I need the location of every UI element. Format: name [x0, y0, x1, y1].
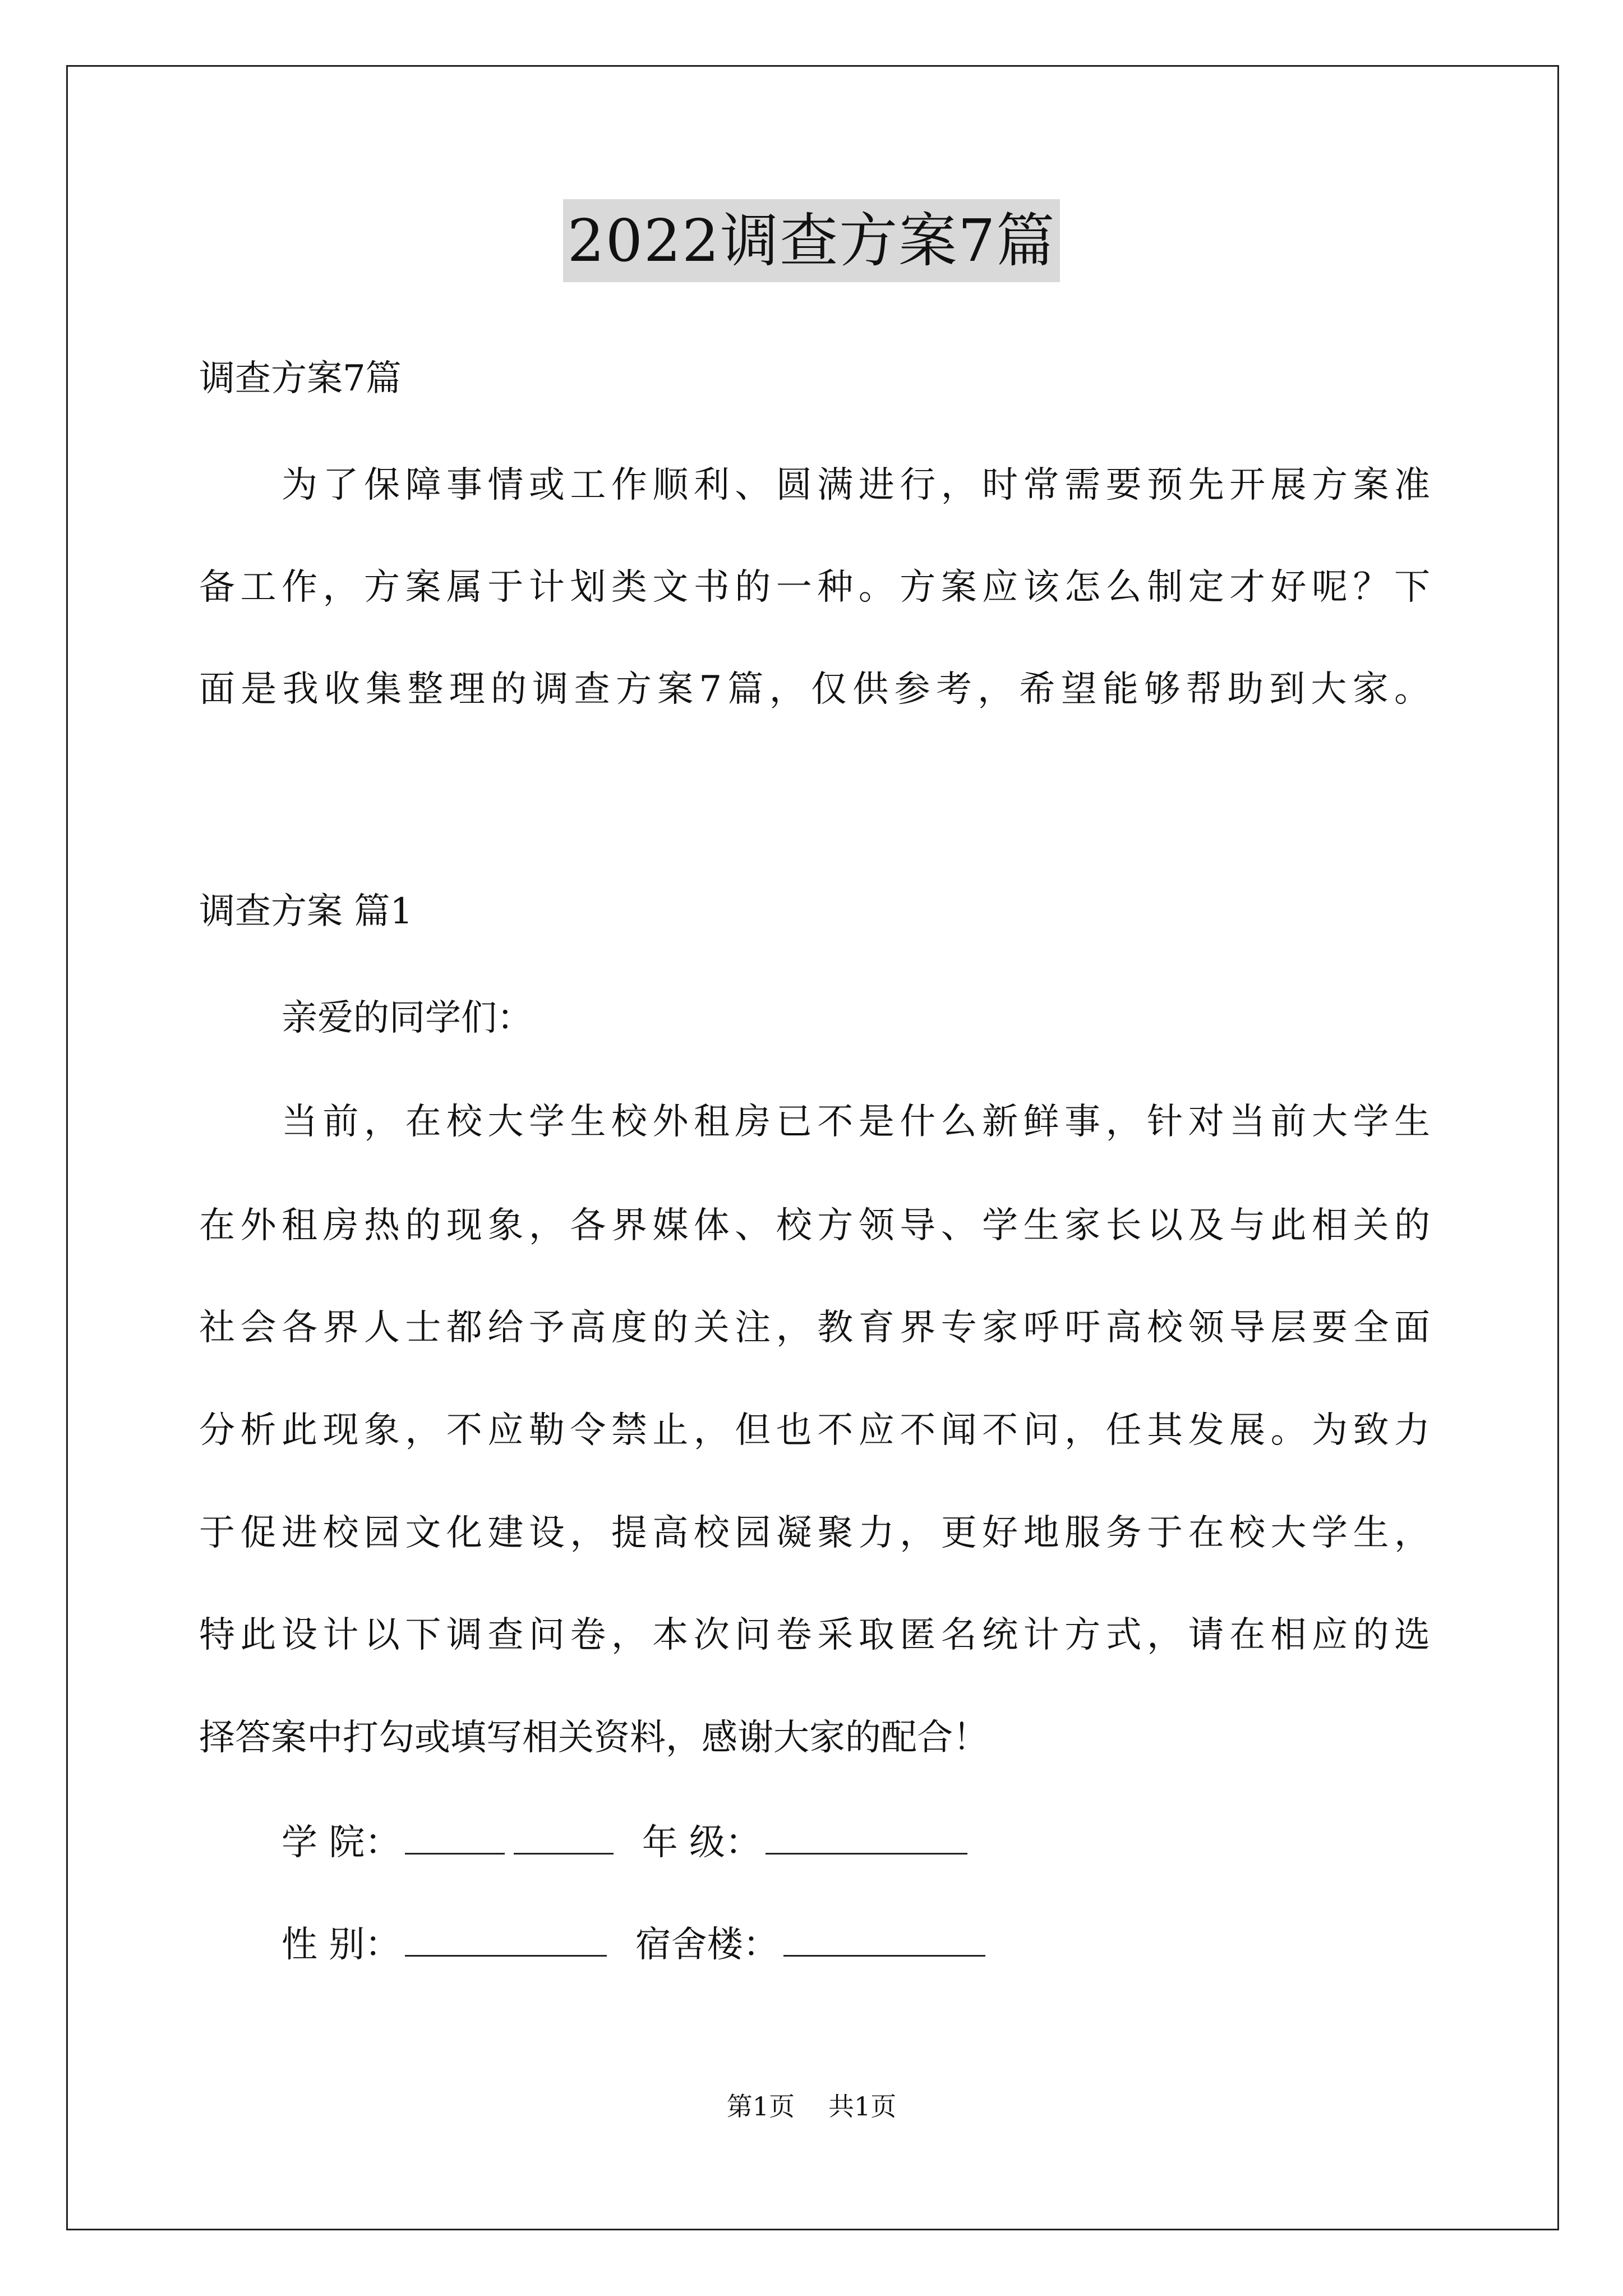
body-line-3: 社会各界人士都给予高度的关注，教育界专家呼吁高校领导层要全面: [199, 1307, 1430, 1349]
college-blank-2[interactable]: [514, 1818, 614, 1855]
page-number: 第1页: [726, 2091, 795, 2122]
intro-line-1: 为了保障事情或工作顺利、圆满进行，时常需要预先开展方案准: [282, 464, 1430, 506]
intro-line-3: 面是我收集整理的调查方案7篇，仅供参考，希望能够帮助到大家。: [199, 669, 1430, 710]
body-line-2: 在外租房热的现象，各界媒体、校方领导、学生家长以及与此相关的: [199, 1205, 1430, 1246]
college-label: 学 院：: [282, 1822, 401, 1864]
page-footer: [0, 2090, 1623, 2123]
dorm-label: 宿舍楼：: [635, 1924, 779, 1966]
form-row-college-grade: [282, 1818, 972, 1868]
document-title-wrap: [0, 199, 1623, 282]
greeting: 亲爱的同学们：: [282, 997, 533, 1039]
grade-label: 年 级：: [642, 1822, 762, 1864]
body-line-6: 特此设计以下调查问卷，本次问卷采取匿名统计方式，请在相应的选: [199, 1614, 1430, 1656]
form-row-gender-dorm: [282, 1920, 990, 1970]
body-line-4: 分析此现象，不应勒令禁止，但也不应不闻不问，任其发展。为致力: [199, 1410, 1430, 1451]
body-line-1: 当前，在校大学生校外租房已不是什么新鲜事，针对当前大学生: [282, 1101, 1430, 1143]
intro-line-2: 备工作，方案属于计划类文书的一种。方案应该怎么制定才好呢？下: [199, 567, 1430, 608]
college-blank[interactable]: [405, 1818, 505, 1855]
document-title: 2022调查方案7篇: [563, 199, 1061, 282]
grade-blank[interactable]: [766, 1818, 967, 1855]
gender-label: 性 别：: [282, 1924, 401, 1966]
section-heading: 调查方案 篇1: [199, 891, 413, 932]
gender-blank[interactable]: [405, 1920, 607, 1957]
dorm-blank[interactable]: [783, 1920, 985, 1957]
document-subtitle: 调查方案7篇: [199, 358, 402, 399]
page-total: 共1页: [828, 2091, 897, 2122]
body-line-5: 于促进校园文化建设，提高校园凝聚力，更好地服务于在校大学生，: [199, 1512, 1430, 1554]
body-line-7: 择答案中打勾或填写相关资料，感谢大家的配合！: [199, 1717, 989, 1759]
